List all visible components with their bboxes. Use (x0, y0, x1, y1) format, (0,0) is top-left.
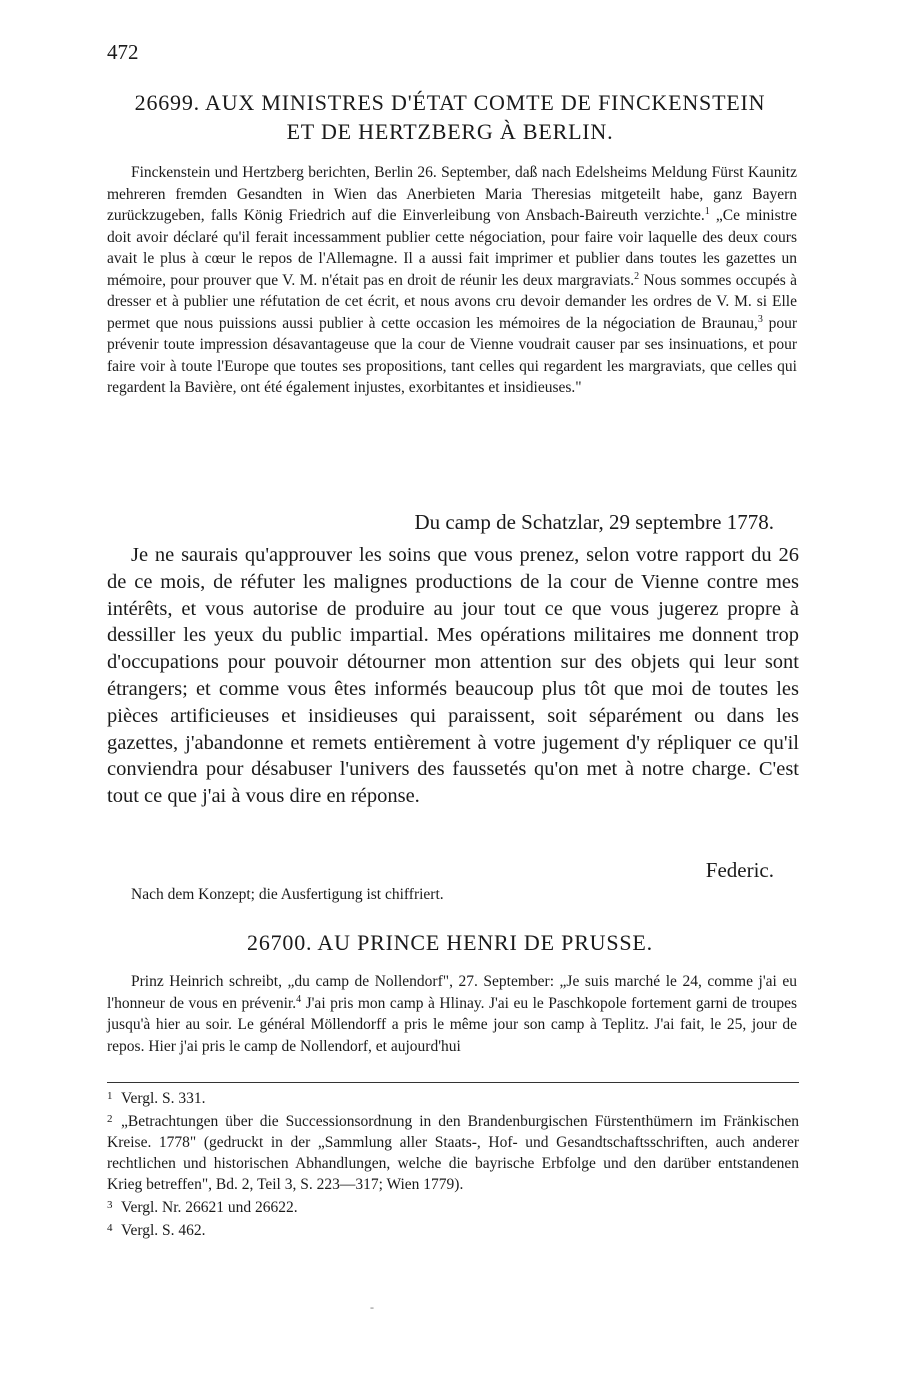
footnote-1 (107, 1086, 799, 1109)
source-note: Nach dem Konzept; die Ausfertigung ist chiffriert. (131, 886, 444, 903)
summary-text-part-2: „Ce ministre doit avoir déclaré qu'il ferait incessamment publier cette négociation, pour faire voir laquelle des deux cours avait le plus à cœur le repos de l'Allemagne. Il a aussi fait imprimer et publier dans toutes les gazettes un mémoire, pour prouver que V. M. n'était pas en droit de réunir les deux margraviats. (107, 207, 797, 289)
page-footer-mark: - (370, 1300, 374, 1314)
editorial-summary-26699 (107, 162, 797, 399)
footnote-mark: 4 (107, 1222, 113, 1234)
page-number: 472 (107, 40, 139, 64)
footnote-text: „Betrachtungen über die Successionsordnung in den Brandenburgischen Fürstenthümern im Fränkischen Kreise. 1778" (gedruckt in der „Sammlung aller Staats-, Hof- und Gesandtschaftsschriften, auch anderer rechtlichen und historischen Abhandlungen, welche die bayrische Erbfolge und den darüber entstandenen Krieg betreffen", Bd. 2, Teil 3, S. 223—317; Wien 1779). (107, 1113, 799, 1193)
letter-body (107, 542, 799, 810)
document-heading-26700: 26700. AU PRINCE HENRI DE PRUSSE. (247, 930, 653, 955)
heading-line-1: 26699. AUX MINISTRES D'ÉTAT COMTE DE FINCKENSTEIN (134, 90, 766, 115)
footnote-3 (107, 1195, 799, 1218)
footnote-ref-4: 4 (296, 993, 302, 1005)
letter-paragraph: Je ne saurais qu'approuver les soins que vous prenez, selon votre rapport du 26 de ce mois, de réfuter les malignes productions de la cour de Vienne contre mes intérêts, et vous autorise de produire au jour tout ce que vous jugerez propre à dessiller les yeux du public impartial. Mes opérations militaires me donnent trop d'occupations pour pouvoir détourner mon attention sur des objets qui leur sont étrangers; et comme vous êtes informés beaucoup plus tôt que moi de toutes les pièces artificieuses et insidieuses qui paraissent, soit séparément ou dans les gazettes, j'abandonne et remets entièrement à votre jugement d'y répliquer ce qu'il conviendra pour désabuser l'univers des faussetés qu'on met à notre charge. C'est tout ce que j'ai à vous dire en réponse. (107, 544, 799, 808)
footnote-ref-2: 2 (634, 270, 640, 282)
summary-text-part-1: Prinz Heinrich schreibt, „du camp de Nollendorf", 27. September: „Je suis marché le 24, comme j'ai eu l'honneur de vous en prévenir. (107, 973, 797, 1012)
footnote-divider (107, 1082, 799, 1083)
summary-text-part-3: Nous sommes occupés à dresser et à publier une réfutation de cet écrit, et nous avons cru devoir demander les ordres de V. M. si Elle permet que nous puissions aussi publier à cette occasion les mémoires de la négociation de Braunau, (107, 271, 797, 332)
letter-dateline: Du camp de Schatzlar, 29 septembre 1778. (414, 510, 774, 534)
summary-text-part-2: J'ai pris mon camp à Hlinay. J'ai eu le Paschkopole fortement garni de troupes jusqu'à hier au soir. Le général Möllendorff a pris le même jour son camp à Teplitz. J'ai fait, le 25, jour de repos. Hier j'ai pris le camp de Nollendorf, et aujourd'hui (107, 994, 797, 1055)
footnotes (107, 1086, 799, 1241)
footnote-4 (107, 1218, 799, 1241)
footnote-2 (107, 1109, 799, 1195)
signature: Federic. (705, 858, 774, 882)
summary-text-part-1: Finckenstein und Hertzberg berichten, Berlin 26. September, daß nach Edelsheims Meldung Fürst Kaunitz mehreren fremden Gesandten in Wien das Anerbieten Maria Theresias mitgeteilt habe, ganz Bayern zurückzugeben, falls König Friedrich auf die Einverleibung von Ansbach-Baireuth verzichte. (107, 164, 797, 224)
footnote-text: Vergl. S. 331. (121, 1090, 206, 1107)
document-heading-26699 (100, 88, 800, 146)
footnote-mark: 2 (107, 1113, 113, 1125)
footnote-mark: 1 (107, 1090, 113, 1102)
footnote-text: Vergl. S. 462. (121, 1222, 206, 1239)
editorial-summary-26700 (107, 971, 797, 1057)
footnote-mark: 3 (107, 1199, 113, 1211)
summary-paragraph (107, 971, 797, 1057)
footnote-text: Vergl. Nr. 26621 und 26622. (121, 1199, 298, 1216)
summary-text-part-4: pour prévenir toute impression désavantageuse que la cour de Vienne voudrait causer par ses insinuations, et pour faire voir à toute l'Europe que toutes ses propositions, tant celles qui regardent les margraviats, que celles qui regardent la Bavière, ont été également injustes, exorbitantes et insidieuses." (107, 314, 797, 396)
footnote-ref-1: 1 (704, 205, 710, 217)
heading-line-2: ET DE HERTZBERG À BERLIN. (286, 119, 614, 144)
footnote-ref-3: 3 (757, 313, 763, 325)
summary-paragraph (107, 162, 797, 399)
